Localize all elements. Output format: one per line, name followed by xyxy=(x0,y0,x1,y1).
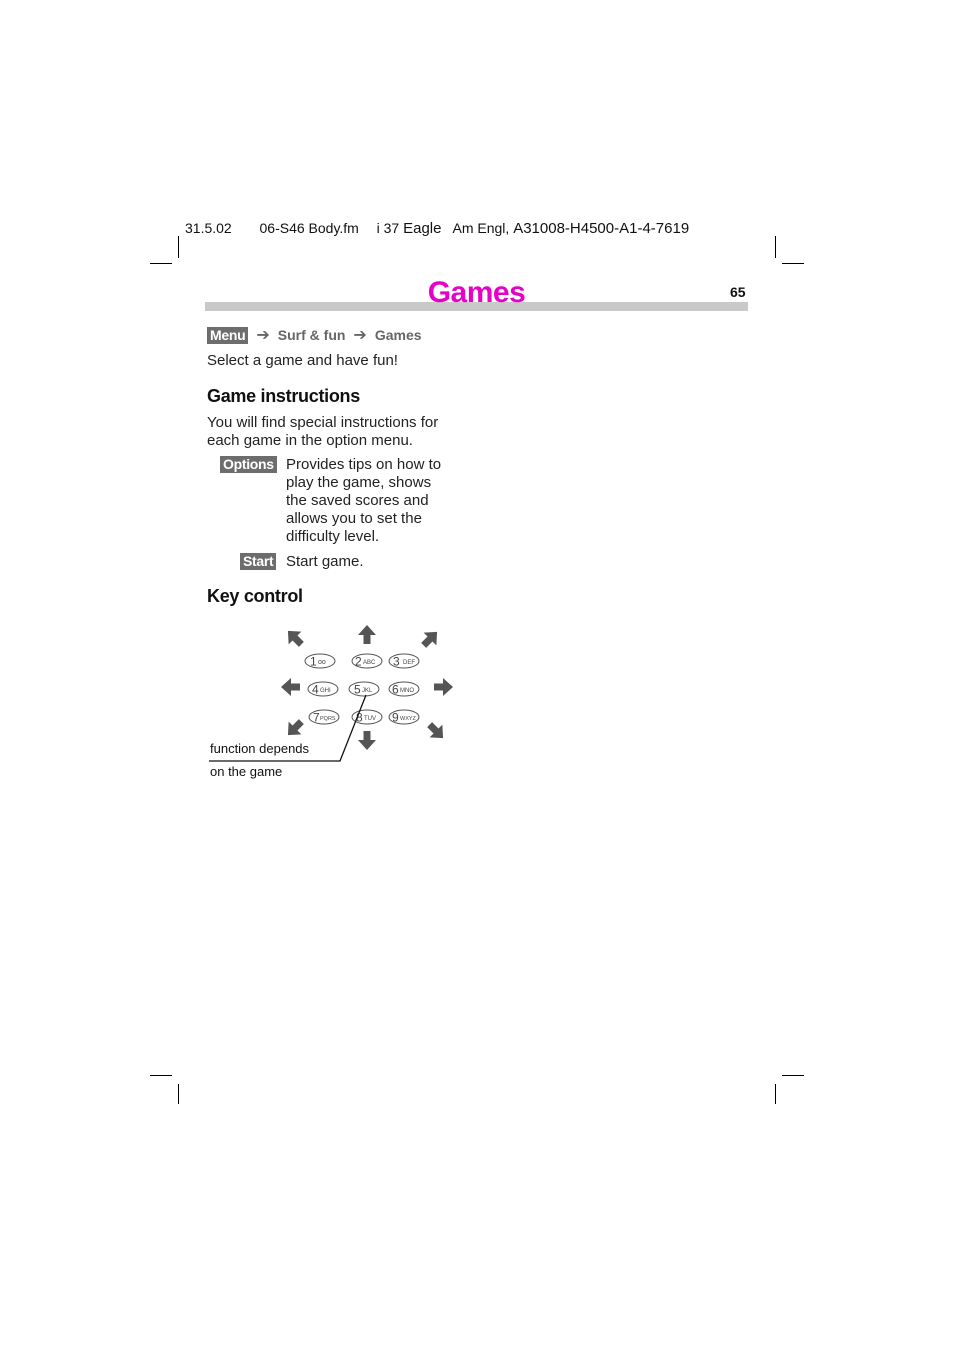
start-description: Start game. xyxy=(286,553,364,570)
header-language: Am Engl, xyxy=(452,220,510,236)
key-4 xyxy=(308,682,338,697)
breadcrumb-item-surf-fun: Surf & fun xyxy=(277,327,346,343)
key-digit: 4 xyxy=(312,682,319,697)
header-date: 31.5.02 xyxy=(185,220,232,236)
key-8 xyxy=(352,710,382,725)
key-digit: 9 xyxy=(392,710,399,725)
page-number: 65 xyxy=(730,284,746,300)
key-letters: GHI xyxy=(320,688,331,694)
header-file: 06-S46 Body.fm xyxy=(259,220,359,236)
crop-mark xyxy=(775,1084,776,1104)
key-digit: 7 xyxy=(313,710,320,725)
key-letters: TUV xyxy=(364,716,376,722)
crop-mark xyxy=(782,1075,804,1076)
options-description xyxy=(286,456,441,546)
game-instructions-text xyxy=(207,414,438,450)
start-softkey: Start xyxy=(240,553,276,570)
arrow-up-left-icon xyxy=(282,625,308,651)
arrow-up-icon xyxy=(358,625,376,644)
callout-label-line1: function depends xyxy=(210,741,310,756)
text-line: difficulty level. xyxy=(286,528,380,545)
text-line: You will find special instructions for xyxy=(207,414,439,431)
header-model: Eagle xyxy=(403,220,442,237)
key-digit: 8 xyxy=(356,710,363,725)
key-letters: oo xyxy=(318,659,326,666)
crop-mark xyxy=(775,236,776,258)
game-instructions-heading: Game instructions xyxy=(207,386,360,406)
header-part-number: A31008-H4500-A1-4-7619 xyxy=(513,220,690,237)
key-letters: PQRS xyxy=(320,716,336,722)
key-9 xyxy=(389,710,419,725)
arrow-left-icon xyxy=(281,678,300,696)
key-5 xyxy=(349,682,379,697)
crop-mark xyxy=(178,236,179,258)
header-page-ref: i 37 xyxy=(376,220,400,236)
key-letters: DEF xyxy=(403,660,415,666)
crop-mark xyxy=(150,1075,172,1076)
callout-label-line2: on the game xyxy=(210,764,283,779)
text-line: allows you to set the xyxy=(286,510,422,527)
arrow-right-icon: ➔ xyxy=(353,327,367,344)
key-letters: ABC xyxy=(363,660,376,666)
text-line: Provides tips on how to xyxy=(286,456,442,473)
key-3 xyxy=(389,654,419,669)
arrow-right-icon: ➔ xyxy=(256,327,270,344)
key-digit: 3 xyxy=(393,654,400,669)
intro-text: Select a game and have fun! xyxy=(207,352,398,369)
key-2 xyxy=(352,654,382,669)
key-7 xyxy=(309,710,339,725)
key-letters: WXYZ xyxy=(400,716,416,722)
crop-mark xyxy=(178,1084,179,1104)
document-header xyxy=(185,220,689,237)
arrow-down-left-icon xyxy=(282,715,308,741)
text-line: play the game, shows xyxy=(286,474,432,491)
arrow-up-right-icon xyxy=(417,626,443,652)
breadcrumb xyxy=(207,325,422,345)
key-6 xyxy=(389,682,419,697)
crop-mark xyxy=(150,263,172,264)
key-letters: JKL xyxy=(362,688,373,694)
page-title: Games xyxy=(427,276,526,309)
key-digit: 2 xyxy=(355,654,362,669)
key-1 xyxy=(305,654,335,669)
key-letters: MNO xyxy=(400,688,414,694)
key-digit: 5 xyxy=(354,682,361,697)
key-digit: 6 xyxy=(392,682,399,697)
arrow-down-right-icon xyxy=(423,718,449,744)
options-softkey-wrapper xyxy=(220,456,277,474)
menu-softkey: Menu xyxy=(207,327,248,344)
start-softkey-wrapper xyxy=(240,553,276,571)
arrow-down-icon xyxy=(358,731,376,750)
key-digit: 1 xyxy=(310,654,317,669)
key-control-heading: Key control xyxy=(207,586,303,606)
arrow-right-icon xyxy=(434,678,453,696)
breadcrumb-item-games: Games xyxy=(374,327,422,343)
crop-mark xyxy=(782,263,804,264)
text-line: each game in the option menu. xyxy=(207,432,413,449)
text-line: the saved scores and xyxy=(286,492,429,509)
options-softkey: Options xyxy=(220,456,277,473)
